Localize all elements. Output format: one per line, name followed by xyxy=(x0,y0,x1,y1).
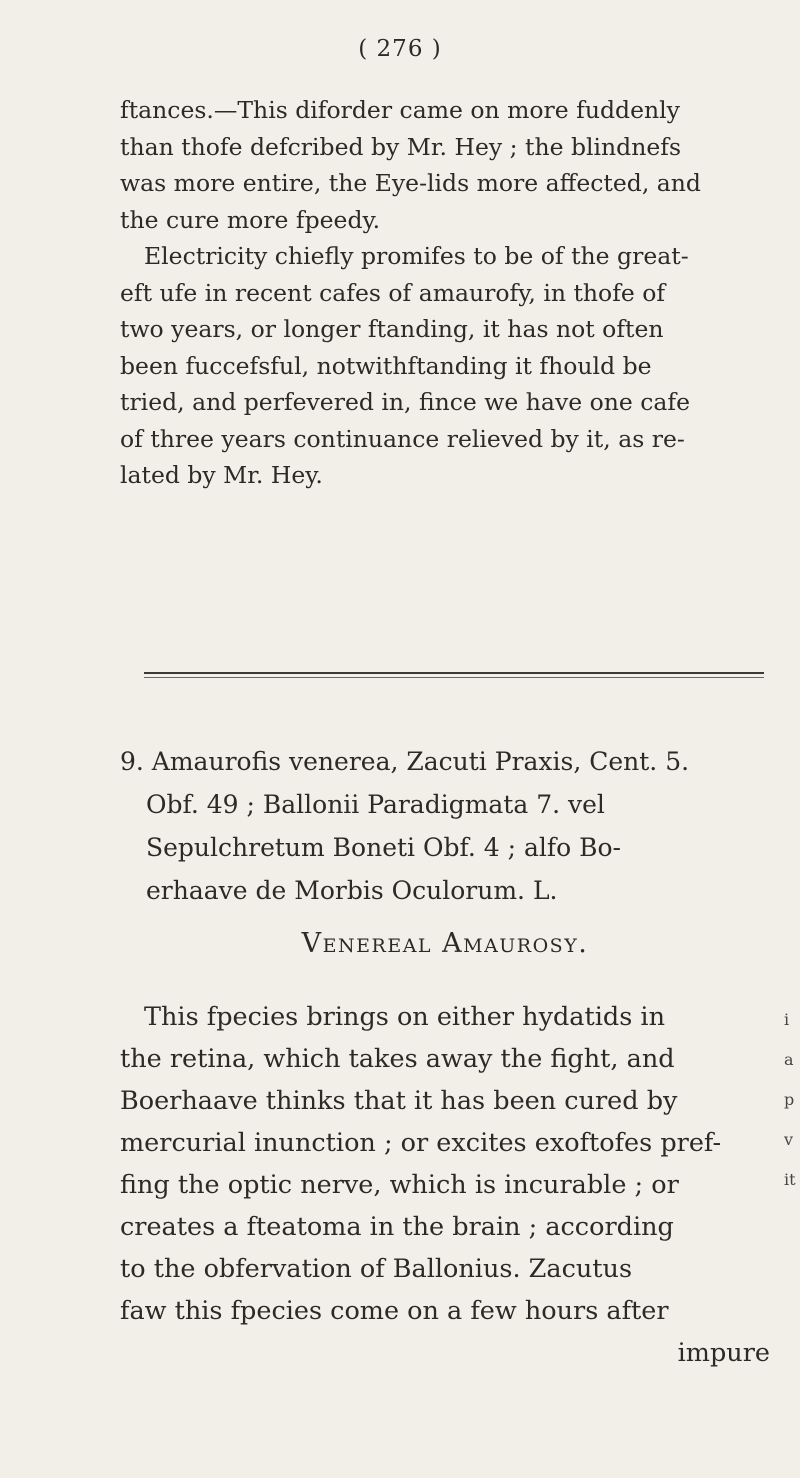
edge-mark: it xyxy=(784,1170,796,1189)
text-line: of three years continuance relieved by it, as re- xyxy=(120,424,685,453)
citation-line: Obf. 49 ; Ballonii Paradigmata 7. vel xyxy=(146,790,605,819)
edge-mark: a xyxy=(784,1050,794,1069)
citation-line: 9. Amaurofis venerea, Zacuti Praxis, Cent. 5. xyxy=(120,747,690,776)
text-line: faw this fpecies come on a few hours after xyxy=(120,1296,669,1326)
text-line: lated by Mr. Hey. xyxy=(120,461,323,489)
paragraph-block-2 xyxy=(120,996,770,1374)
text-line: than thofe defcribed by Mr. Hey ; the blindnefs xyxy=(120,132,682,161)
text-line: fing the optic nerve, which is incurable ; or xyxy=(120,1170,679,1200)
paragraph-block-1 xyxy=(120,92,770,494)
text-line: to the obfervation of Ballonius. Zacutus xyxy=(120,1254,633,1284)
citation-block xyxy=(120,740,770,912)
text-line: Electricity chiefly promifes to be of the great- xyxy=(144,242,689,270)
text-line: the cure more fpeedy. xyxy=(120,205,381,234)
text-line: the retina, which takes away the fight, and xyxy=(120,1044,675,1074)
text-line: This fpecies brings on either hydatids in xyxy=(144,1002,665,1032)
page-number: ( 276 ) xyxy=(358,36,442,62)
edge-mark: i xyxy=(784,1010,790,1029)
citation-line: erhaave de Morbis Oculorum. L. xyxy=(146,876,558,905)
text-line: eft ufe in recent cafes of amaurofy, in thofe of xyxy=(120,278,666,307)
text-line: two years, or longer ftanding, it has not often xyxy=(120,315,664,343)
text-line: mercurial inunction ; or excites exoftofes pref- xyxy=(120,1128,722,1158)
next-page-edge xyxy=(784,1000,800,1200)
citation-line: Sepulchretum Boneti Obf. 4 ; alfo Bo- xyxy=(146,833,621,862)
text-line: ftances.—This diforder came on more fuddenly xyxy=(120,96,680,124)
text-line: tried, and perfevered in, fince we have one cafe xyxy=(120,388,691,416)
catchword: impure xyxy=(677,1338,770,1368)
edge-mark: p xyxy=(784,1090,795,1109)
text-line: was more entire, the Eye-lids more affected, and xyxy=(120,169,701,197)
text-line: Boerhaave thinks that it has been cured by xyxy=(120,1086,678,1116)
section-divider xyxy=(144,672,764,674)
text-line: creates a fteatoma in the brain ; according xyxy=(120,1212,674,1242)
text-line: been fuccefsful, notwithftanding it fhould be xyxy=(120,351,652,380)
section-heading: Venereal Amaurosy. xyxy=(301,928,589,959)
edge-mark: v xyxy=(784,1130,794,1149)
